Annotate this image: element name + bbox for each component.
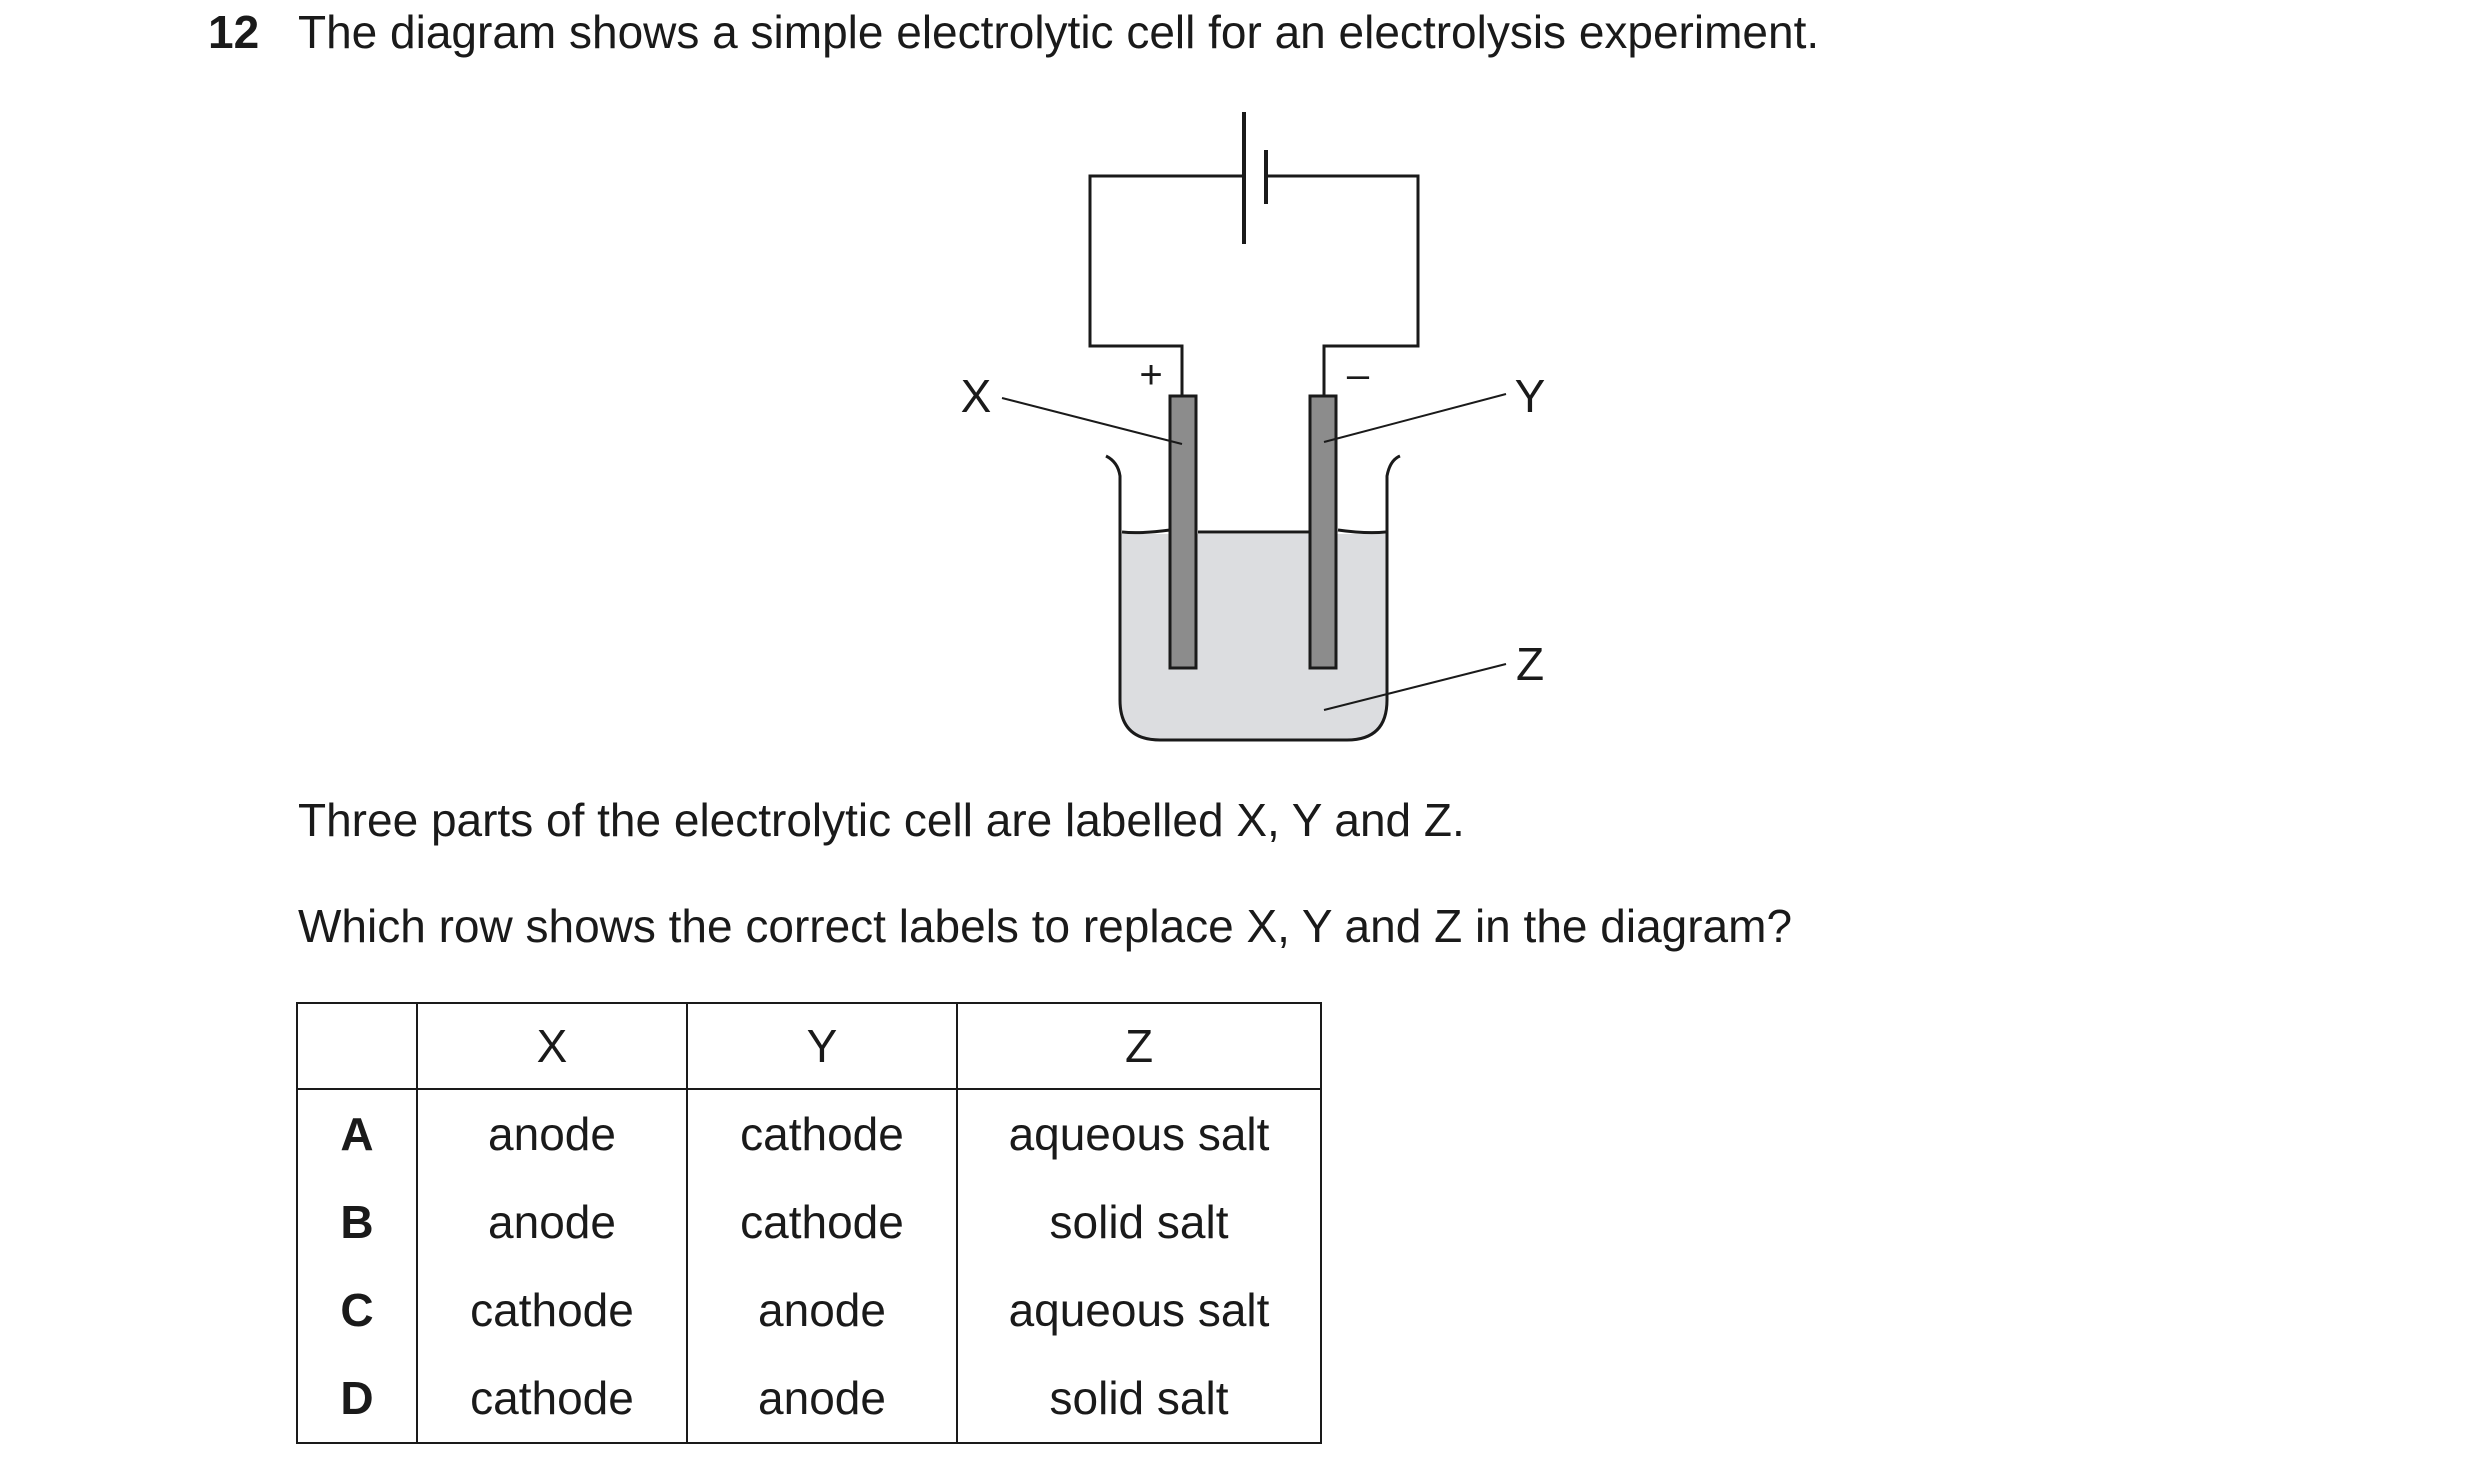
- right-wire: [1266, 176, 1418, 396]
- option-key: D: [297, 1354, 417, 1443]
- table-row-c[interactable]: [297, 1266, 1321, 1354]
- header-cell-x: X: [417, 1003, 687, 1089]
- paragraph-labels: Three parts of the electrolytic cell are labelled X, Y and Z.: [298, 794, 1465, 846]
- negative-sign: –: [1346, 353, 1370, 397]
- electrolyte-liquid: [1120, 534, 1387, 740]
- cell-z: solid salt: [957, 1354, 1321, 1443]
- header-cell-empty: [297, 1003, 417, 1089]
- question-text: The diagram shows a simple electrolytic cell for an electrolysis experiment.: [298, 6, 1820, 58]
- cell-x: cathode: [417, 1266, 687, 1354]
- table-row-d[interactable]: [297, 1354, 1321, 1443]
- option-key: B: [297, 1178, 417, 1266]
- question-number: 12: [208, 6, 260, 58]
- cell-x: anode: [417, 1178, 687, 1266]
- label-z: Z: [1515, 638, 1545, 690]
- label-y: Y: [1514, 370, 1546, 422]
- battery-symbol: [1244, 112, 1266, 244]
- cell-x: cathode: [417, 1354, 687, 1443]
- table-row-a[interactable]: [297, 1089, 1321, 1178]
- liquid-surface: [1122, 530, 1386, 533]
- cell-z: aqueous salt: [957, 1089, 1321, 1178]
- option-key: A: [297, 1089, 417, 1178]
- cell-x: anode: [417, 1089, 687, 1178]
- table-header-row: [297, 1003, 1321, 1089]
- header-cell-z: Z: [957, 1003, 1321, 1089]
- left-wire: [1090, 176, 1244, 396]
- cell-y: anode: [687, 1354, 957, 1443]
- positive-sign: +: [1139, 353, 1163, 397]
- cell-z: aqueous salt: [957, 1266, 1321, 1354]
- header-cell-y: Y: [687, 1003, 957, 1089]
- leader-y: [1324, 394, 1506, 442]
- table-row-b[interactable]: [297, 1178, 1321, 1266]
- cell-y: cathode: [687, 1178, 957, 1266]
- cell-y: cathode: [687, 1089, 957, 1178]
- cathode-electrode: [1310, 396, 1336, 668]
- cell-z: solid salt: [957, 1178, 1321, 1266]
- label-x: X: [960, 370, 992, 422]
- answer-table: [296, 1002, 1322, 1444]
- paragraph-question: Which row shows the correct labels to replace X, Y and Z in the diagram?: [298, 900, 1793, 952]
- cell-y: anode: [687, 1266, 957, 1354]
- leader-x: [1002, 398, 1182, 444]
- anode-electrode: [1170, 396, 1196, 668]
- option-key: C: [297, 1266, 417, 1354]
